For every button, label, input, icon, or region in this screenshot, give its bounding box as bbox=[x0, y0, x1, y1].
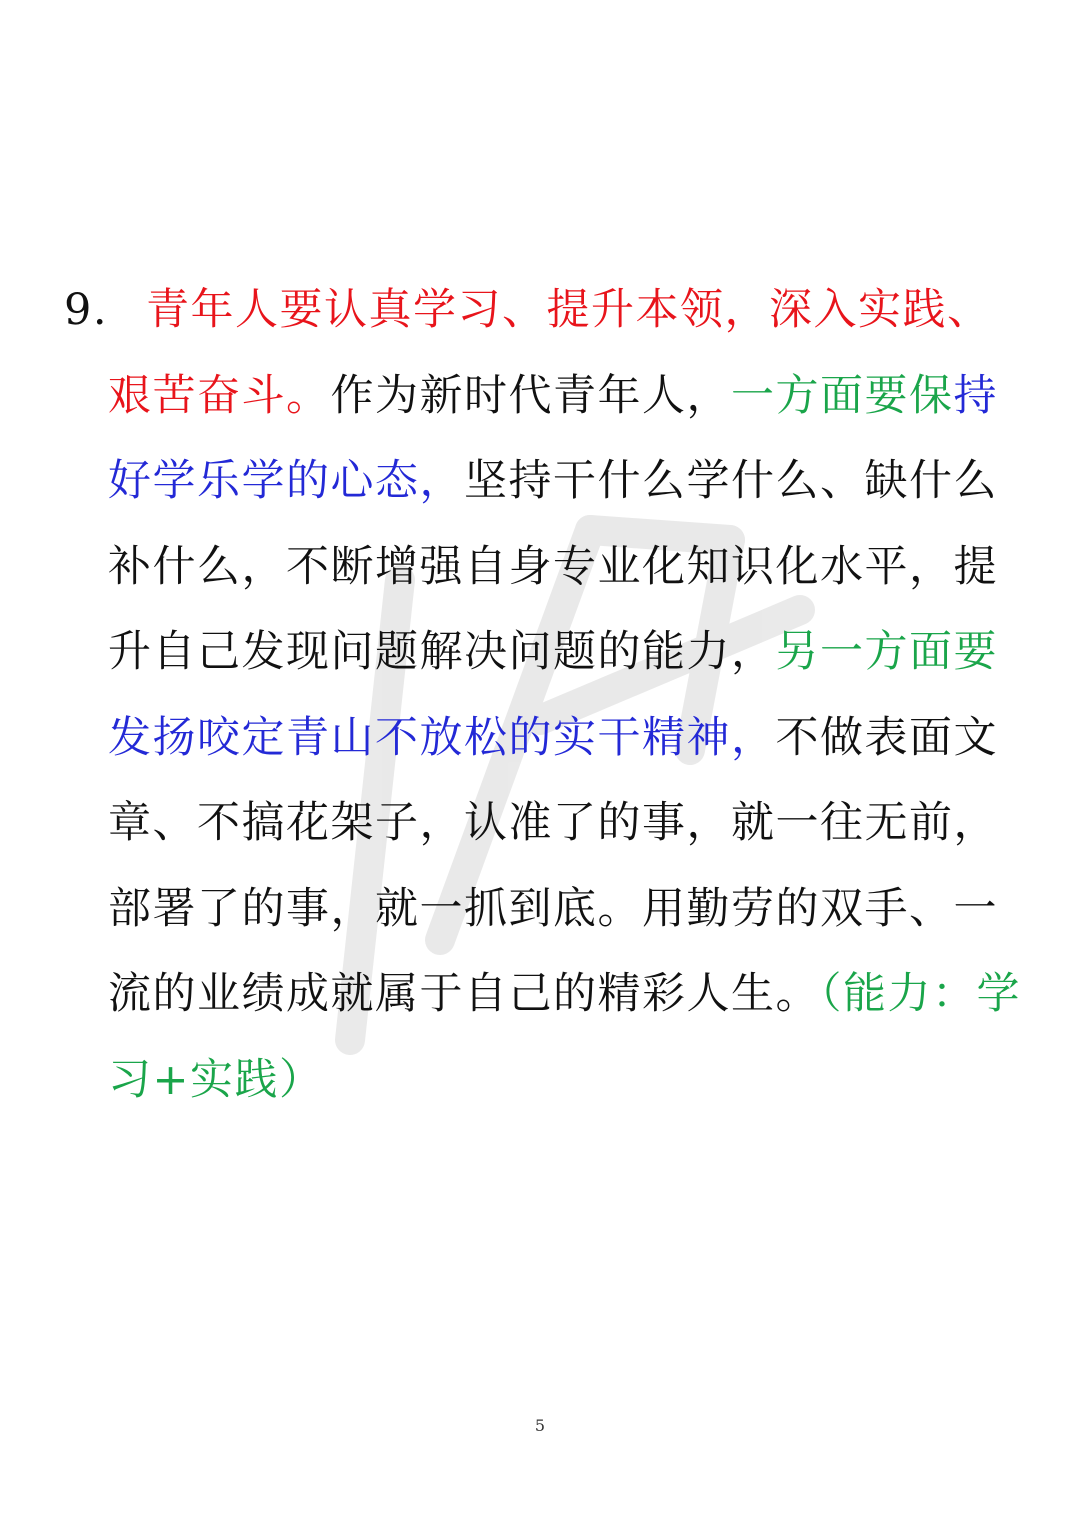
highlight-green: 一方面要保 bbox=[731, 370, 954, 421]
body-text: 不做表面文章、不搞花架子，认准了的事，就一往无前，部署了的事，就一抓到底。用勤劳的双手、一流的业绩成就属于自己的精彩人生。 bbox=[108, 712, 998, 1019]
body-text: 坚持干什么学什么、缺什么补什么，不断增强自身专业化知识化水平，提升自己发现问题解决问题的能力， bbox=[108, 456, 998, 677]
highlight-green: 另一方面要 bbox=[775, 627, 998, 677]
page-number: 5 bbox=[534, 1416, 546, 1435]
summary-note: （能力：学习+实践） bbox=[108, 969, 1021, 1105]
highlight-blue: 发扬咬定青山不放松的实干精神， bbox=[108, 712, 776, 763]
key-point-red: 青年人要认真学习、提升本领，深入实践、艰苦奋斗。 bbox=[108, 285, 992, 421]
body-text: 作为新时代青年人， bbox=[330, 370, 731, 421]
highlight-blue: 持好学乐学的心态， bbox=[108, 370, 998, 506]
item-number: 9. bbox=[64, 285, 109, 335]
paragraph bbox=[64, 268, 1028, 1123]
